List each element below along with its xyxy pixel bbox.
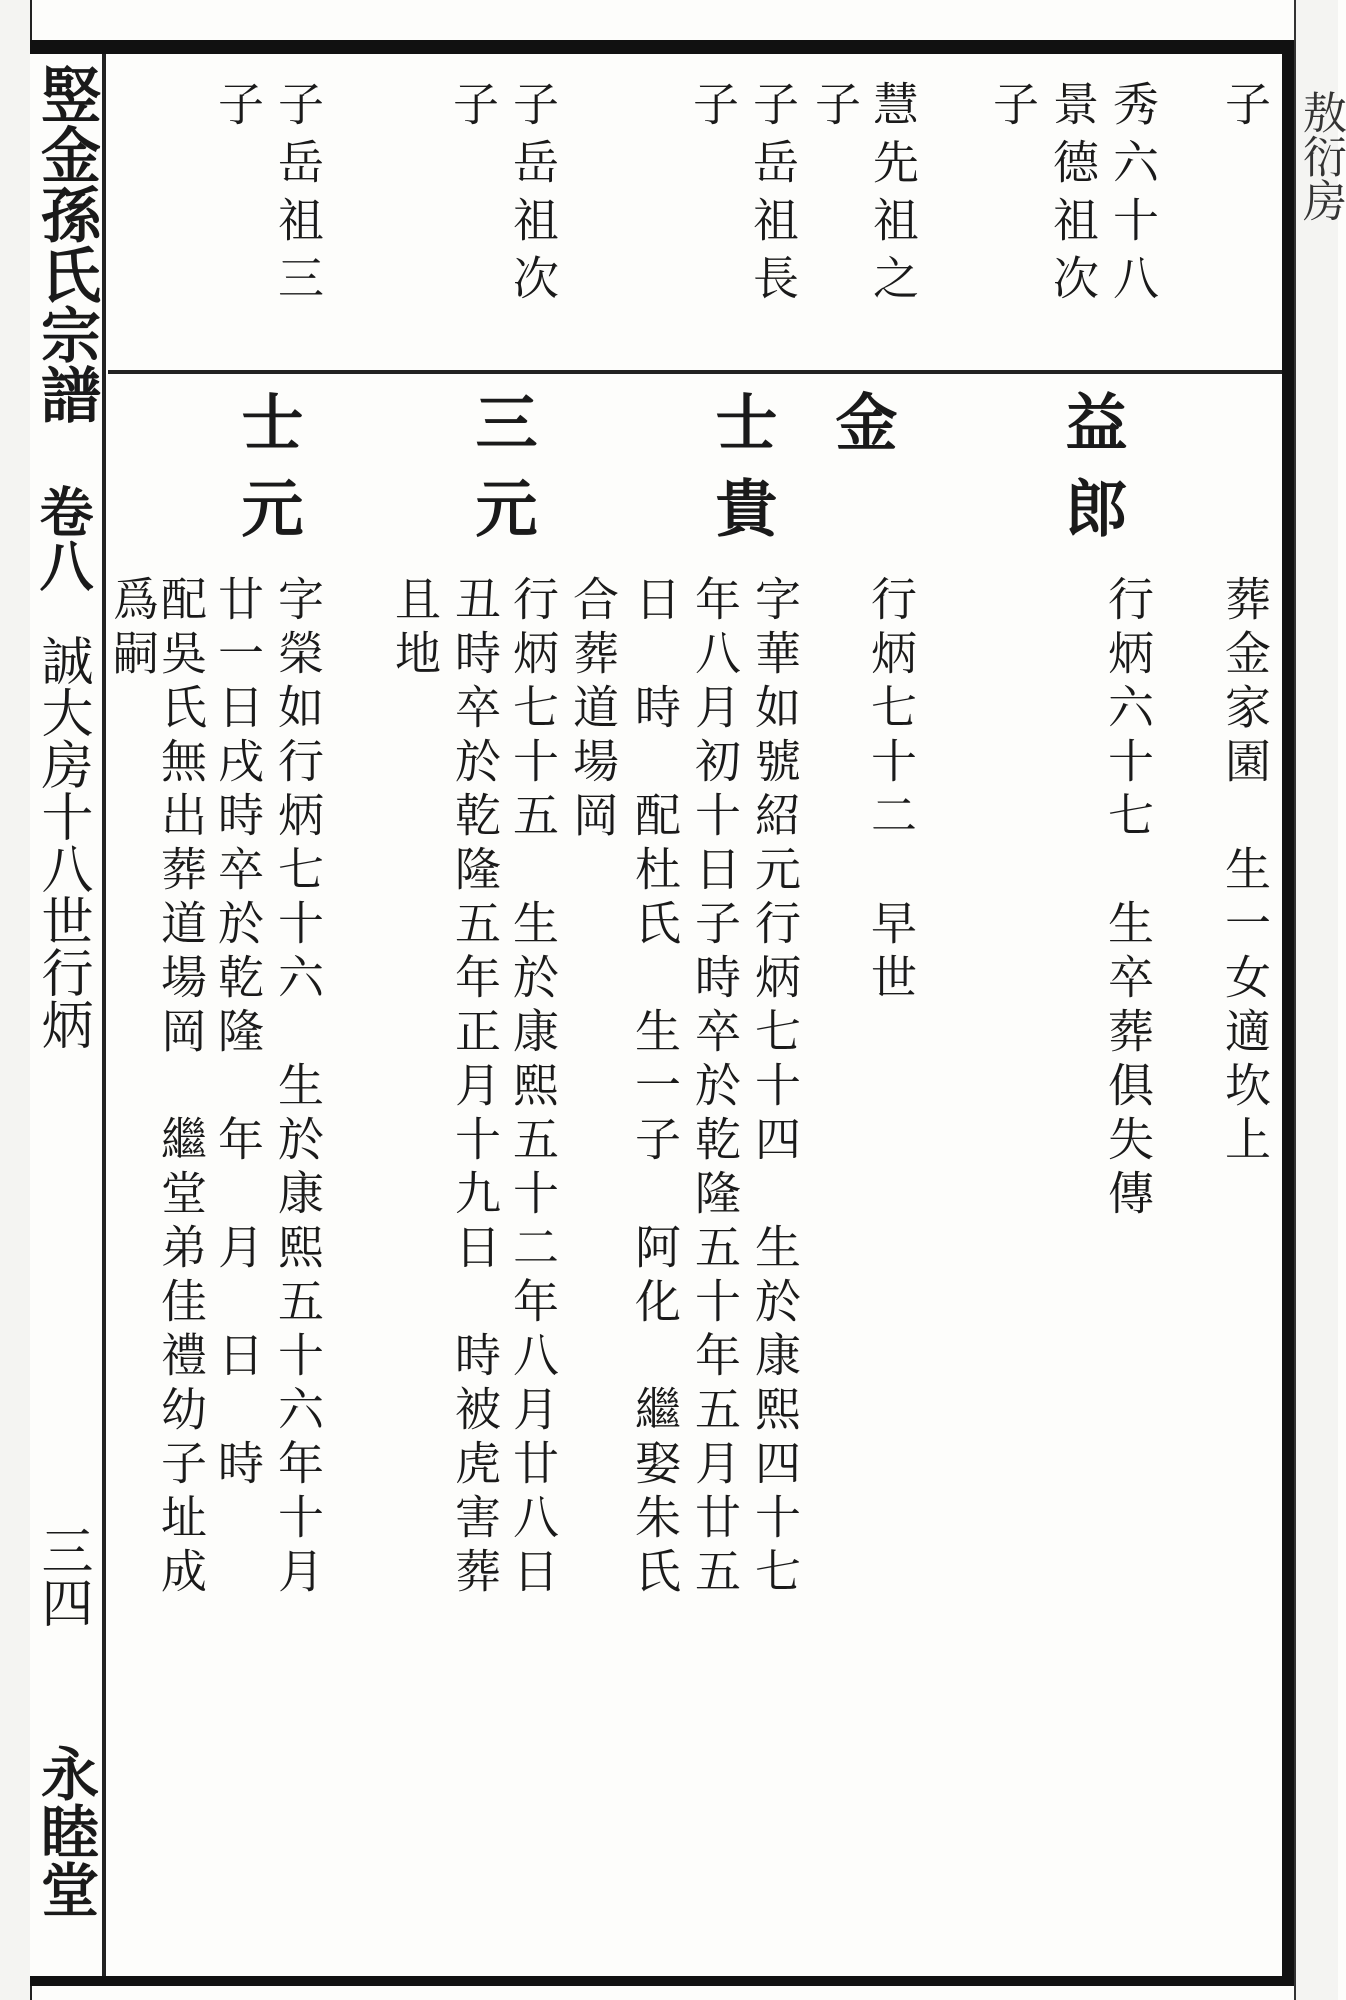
entry-line: 年八月初十日子時卒於乾隆五十年五月廿五 xyxy=(688,575,742,1601)
entry-line: 字榮如行炳七十六 生於康熙五十六年十月 xyxy=(271,575,325,1601)
entry-line: 丑時卒於乾隆五年正月十九日 時被虎害葬 xyxy=(448,575,502,1601)
upper-col: 子 xyxy=(211,80,265,138)
entry-name: 士元 xyxy=(231,390,304,562)
section-label: 誠大房十八世行炳 xyxy=(32,634,92,1050)
next-page-edge xyxy=(1294,0,1346,2000)
entry-name: 益郎 xyxy=(1055,390,1128,562)
upper-col: 秀六十八 xyxy=(1106,80,1160,312)
upper-col: 子 xyxy=(686,80,740,138)
entry-line: 日 時 配杜氏 生一子 阿化 繼娶朱氏 xyxy=(628,575,682,1601)
margin-strip xyxy=(30,54,106,1976)
entry-line: 合葬道場岡 xyxy=(566,575,620,845)
entry-line: 行炳七十二 早世 xyxy=(864,575,918,1007)
upper-col: 子 xyxy=(808,80,862,138)
upper-col: 子 xyxy=(986,80,1040,138)
hall-name: 永睦堂 xyxy=(31,1744,99,1918)
page-number: 三四 xyxy=(32,1524,92,1628)
page-edge xyxy=(0,0,32,2000)
entry-name: 金 xyxy=(825,390,898,476)
frame-top-border xyxy=(30,40,1296,54)
entry-line: 爲嗣 xyxy=(106,575,160,683)
frame-bottom-border xyxy=(30,1976,1296,1986)
upper-col: 子岳祖長 xyxy=(746,80,800,312)
entry-line: 行炳六十七 生卒葬俱失傳 xyxy=(1101,575,1155,1223)
entry-line: 廿一日戌時卒於乾隆 年 月 日 時 xyxy=(211,575,265,1493)
entry-name: 三元 xyxy=(465,390,538,562)
upper-col: 慧先祖之 xyxy=(866,80,920,312)
upper-col: 景德祖次 xyxy=(1046,80,1100,312)
volume-label: 卷八 xyxy=(31,484,95,592)
register-divider xyxy=(108,370,1282,374)
upper-col: 子 xyxy=(1218,80,1272,138)
upper-col: 子 xyxy=(446,80,500,138)
upper-col: 子岳祖次 xyxy=(506,80,560,312)
entry-line: 且地 xyxy=(388,575,442,683)
next-page-fragment: 敖衍房 xyxy=(1295,90,1346,222)
entry-line: 行炳七十五 生於康熙五十二年八月廿八日 xyxy=(506,575,560,1601)
entry-line: 葬金家園 生一女適坎上 xyxy=(1218,575,1272,1169)
upper-col: 子岳祖三 xyxy=(271,80,325,312)
entry-line: 配吳氏無出葬道場岡 繼堂弟佳禮幼子址成 xyxy=(154,575,208,1601)
book-title: 竪金孫氏宗譜 xyxy=(31,64,101,424)
entry-name: 士貴 xyxy=(705,390,778,562)
entry-line: 字華如號紹元行炳七十四 生於康熙四十七 xyxy=(748,575,802,1601)
